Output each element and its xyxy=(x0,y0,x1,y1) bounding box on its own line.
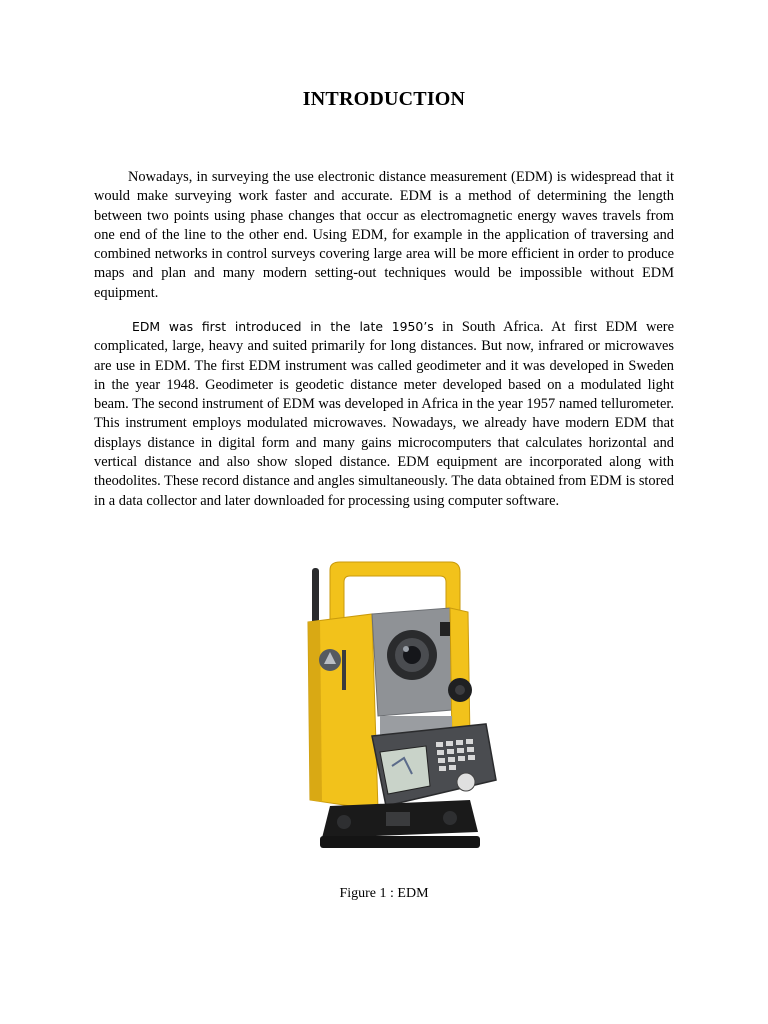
total-station-icon xyxy=(300,560,500,860)
antenna xyxy=(312,568,319,626)
nav-dial xyxy=(457,773,475,791)
paragraph-1-text: Nowadays, in surveying the use electronic distance measurement (EDM) is widespread that it would make surveying work faster and accurate. EDM is a method of determining the length between two points using phase changes that occur as electromagnetic energy waves travels from one end of the line to the other end. Using EDM, for example in the application of traversing and combined networks in control surveys covering large area will be more efficient in order to produce maps and plan and many modern setting-out techniques would be impossible without EDM equipment. xyxy=(94,169,674,301)
edm-figure xyxy=(300,560,500,860)
paragraph-2 xyxy=(94,317,674,511)
paragraph-1 xyxy=(94,168,674,303)
page-title: INTRODUCTION xyxy=(302,88,466,110)
body-right xyxy=(450,608,470,744)
paragraph-2-text: in South Africa. At first EDM were complicated, large, heavy and suited primarily for long distances. But now, infrared or microwaves are use in EDM. The first EDM instrument was called geodimeter and it was developed in Sweden in the year 1948. Geodimeter is geodetic distance meter developed based on a modulated light beam. The second instrument of EDM was developed in Africa in the year 1957 named tellurometer. This instrument employs modulated microwaves. Nowadays, we already have modern EDM that displays distance in digital form and many gains microcomputers that calculates horizontal and vertical distance and also show sloped distance. EDM equipment are incorporated along with theodolites. These record distance and angles simultaneously. The data obtained from EDM is stored in a data collector and later downloaded for processing using computer software. xyxy=(94,319,674,509)
figure-caption: Figure 1 : EDM xyxy=(339,886,429,901)
display-screen xyxy=(380,746,430,794)
paragraph-2-lead: EDM was first introduced in the late 1950’s xyxy=(132,319,434,334)
